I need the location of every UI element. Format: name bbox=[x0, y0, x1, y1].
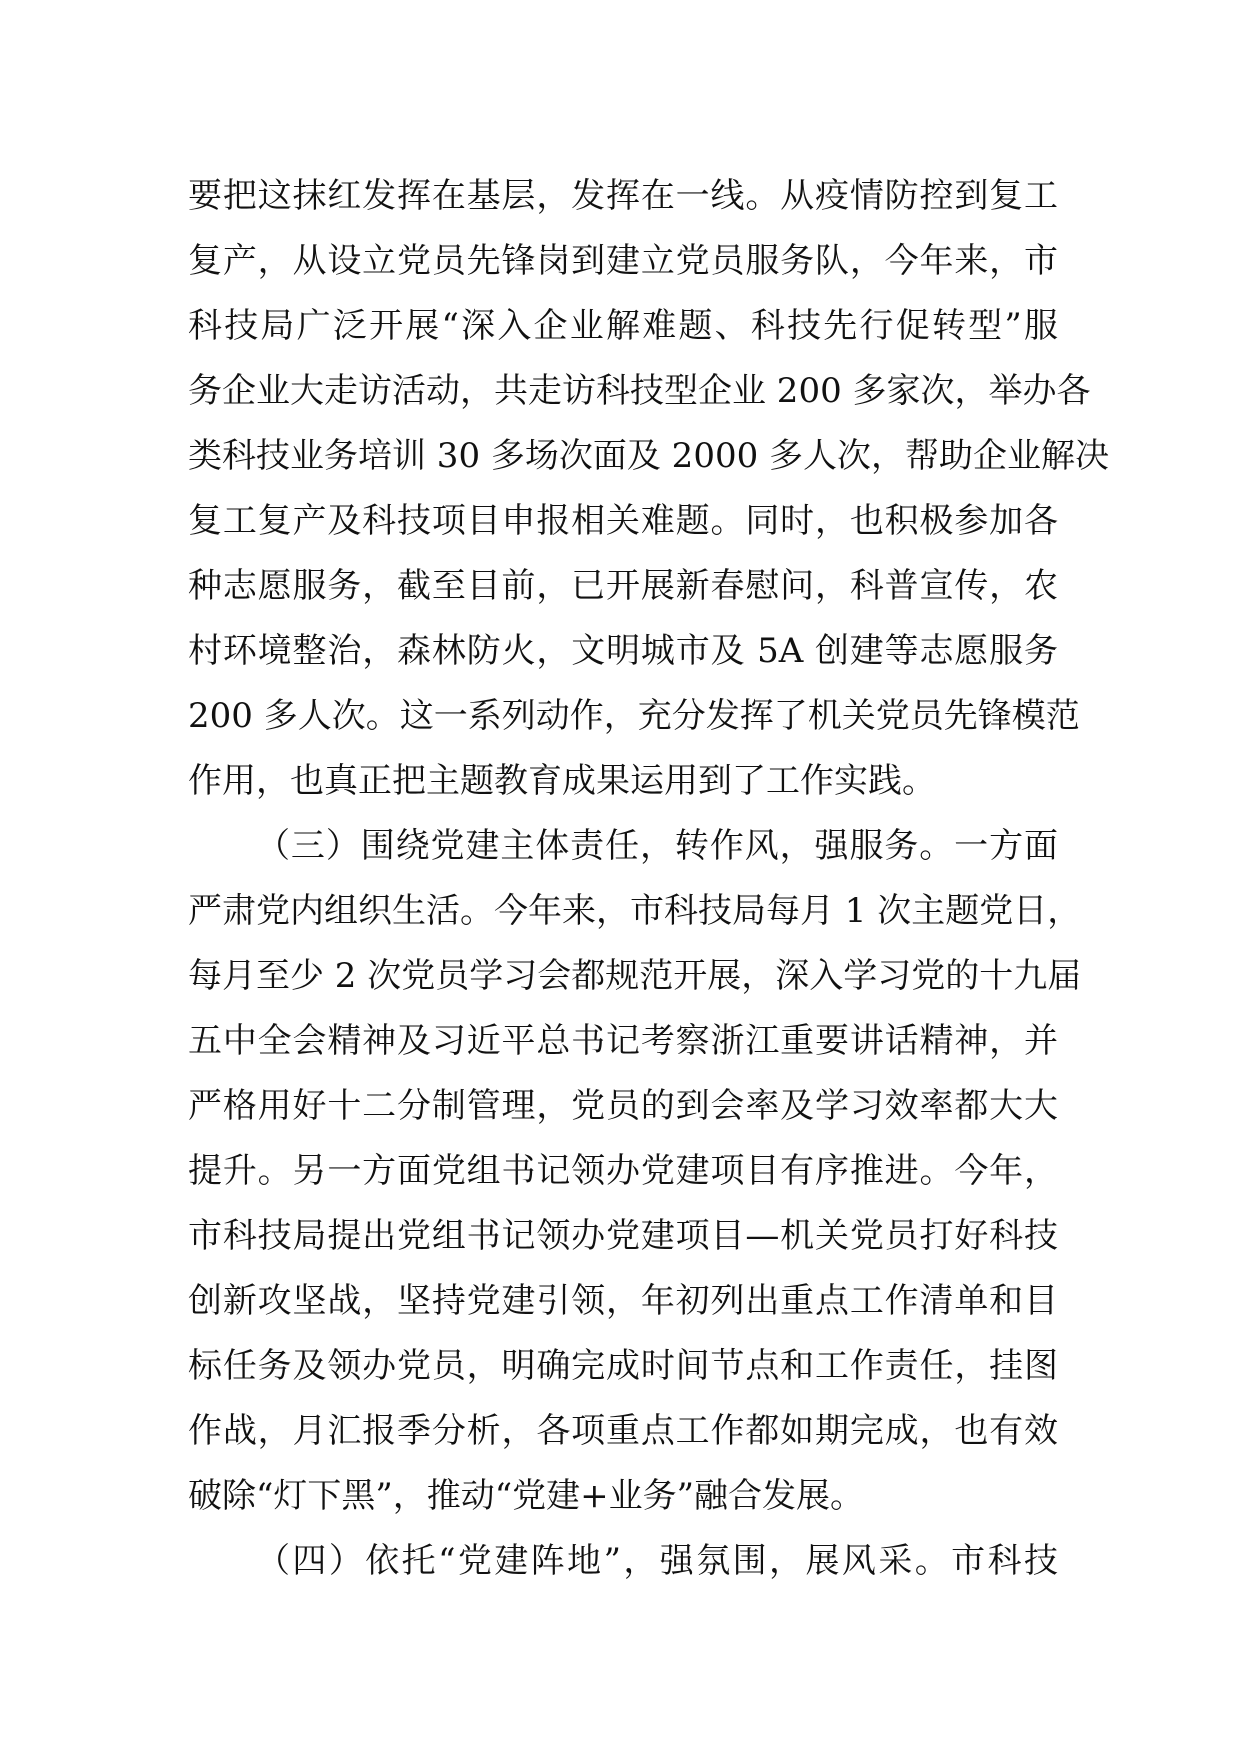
text-line: 市科技局提出党组书记领办党建项目—机关党员打好科技 bbox=[188, 1216, 1058, 1256]
text-line: 五中全会精神及习近平总书记考察浙江重要讲话精神，并 bbox=[188, 1021, 1058, 1061]
text-line: 复工复产及科技项目申报相关难题。同时，也积极参加各 bbox=[188, 501, 1058, 541]
text-line: 种志愿服务，截至目前，已开展新春慰问，科普宣传，农 bbox=[188, 566, 1058, 606]
text-line: 提升。另一方面党组书记领办党建项目有序推进。今年， bbox=[188, 1151, 1058, 1191]
text-line: 村环境整治，森林防火，文明城市及 5A 创建等志愿服务 bbox=[188, 631, 1058, 671]
document-body bbox=[188, 164, 1110, 1594]
text-line: 200 多人次。这一系列动作，充分发挥了机关党员先锋模范 bbox=[188, 696, 1080, 736]
text-line: 类科技业务培训 30 多场次面及 2000 多人次，帮助企业解决 bbox=[188, 436, 1110, 476]
text-line: 标任务及领办党员，明确完成时间节点和工作责任，挂图 bbox=[188, 1346, 1058, 1386]
text-line: 务企业大走访活动，共走访科技型企业 200 多家次，举办各 bbox=[188, 371, 1091, 411]
text-line: 作战，月汇报季分析，各项重点工作都如期完成，也有效 bbox=[188, 1411, 1058, 1451]
text-line: 作用，也真正把主题教育成果运用到了工作实践。 bbox=[188, 761, 936, 801]
section-heading-line: （四）依托“党建阵地”，强氛围，展风采。市科技 bbox=[256, 1541, 1058, 1581]
text-line: 要把这抹红发挥在基层，发挥在一线。从疫情防控到复工 bbox=[188, 176, 1058, 216]
text-line: 科技局广泛开展“深入企业解难题、科技先行促转型”服 bbox=[188, 306, 1058, 346]
text-line: 复产，从设立党员先锋岗到建立党员服务队，今年来，市 bbox=[188, 241, 1058, 281]
text-line: 每月至少 2 次党员学习会都规范开展，深入学习党的十九届 bbox=[188, 956, 1082, 996]
text-line: 严肃党内组织生活。今年来，市科技局每月 1 次主题党日， bbox=[188, 891, 1082, 931]
text-line: 创新攻坚战，坚持党建引领，年初列出重点工作清单和目 bbox=[188, 1281, 1058, 1321]
text-line: 破除“灯下黑”，推动“党建+业务”融合发展。 bbox=[188, 1476, 865, 1516]
section-heading-line: （三）围绕党建主体责任，转作风，强服务。一方面 bbox=[256, 826, 1058, 866]
text-line: 严格用好十二分制管理，党员的到会率及学习效率都大大 bbox=[188, 1086, 1058, 1126]
